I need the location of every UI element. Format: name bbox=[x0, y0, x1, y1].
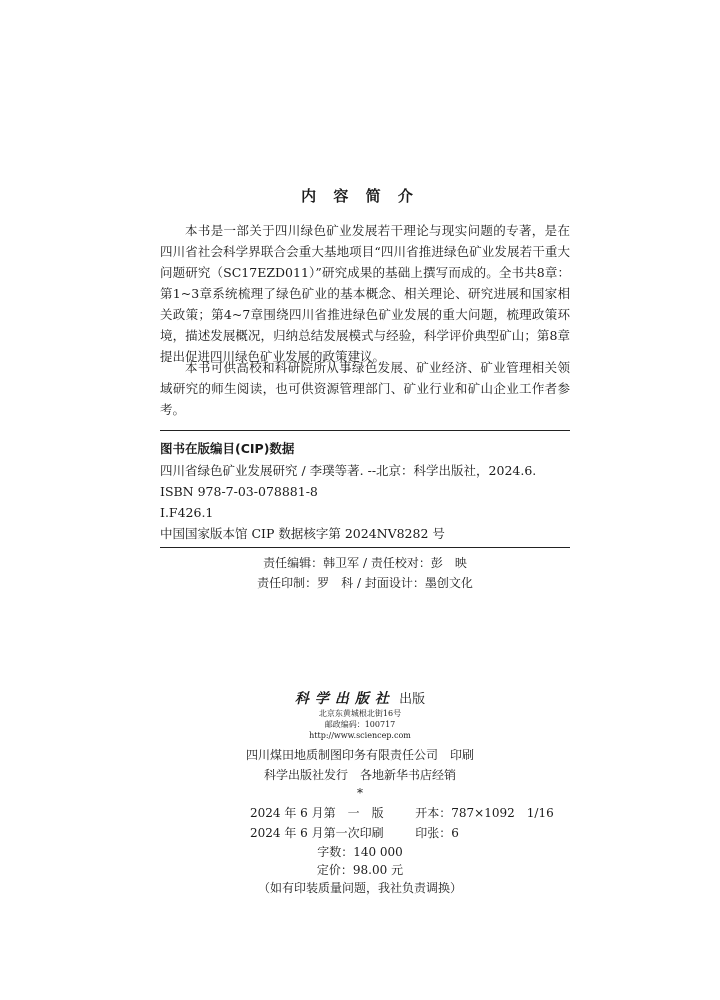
cip-line-isbn: ISBN 978-7-03-078881-8 bbox=[160, 484, 318, 499]
publisher-address: 北京东黄城根北街16号 bbox=[318, 709, 402, 718]
staff-line-2: 责任印制：罗 科 / 封面设计：墨创文化 bbox=[257, 576, 473, 590]
cip-line-class: Ⅰ.F426.1 bbox=[160, 505, 214, 520]
printer-line: 四川煤田地质制图印务有限责任公司 印刷 bbox=[245, 748, 474, 762]
summary-title: 内 容 简 介 bbox=[301, 187, 419, 205]
spec-note: （如有印装质量问题，我社负责调换） bbox=[257, 881, 462, 895]
spec-price: 定价：98.00 元 bbox=[316, 863, 404, 877]
publisher-logo: 科学出版社 bbox=[294, 691, 395, 707]
spec-format: 开本：787×1092 1/16 bbox=[415, 806, 554, 820]
cip-line-title: 四川省绿色矿业发展研究 / 李璞等著. --北京：科学出版社，2024.6. bbox=[160, 463, 537, 478]
staff-line-1: 责任编辑：韩卫军 / 责任校对：彭 映 bbox=[263, 556, 467, 570]
spec-printing: 2024 年 6 月第一次印刷 bbox=[250, 826, 384, 840]
spec-row-2 bbox=[250, 824, 570, 843]
spec-edition: 2024 年 6 月第 一 版 bbox=[250, 806, 384, 820]
publisher-suffix: 出版 bbox=[399, 692, 426, 707]
cip-line-number: 中国国家版本馆 CIP 数据核字第 2024NV8282 号 bbox=[160, 526, 445, 541]
publisher-line bbox=[0, 688, 720, 708]
spec-row-1 bbox=[250, 804, 570, 823]
summary-paragraph-2-text: 本书可供高校和科研院所从事绿色发展、矿业经济、矿业管理相关领域研究的师生阅读，也可供资源管理部门、矿业行业和矿山企业工作者参考。 bbox=[160, 360, 570, 417]
cip-heading: 图书在版编目(CIP)数据 bbox=[160, 441, 295, 456]
summary-paragraph-1-text: 本书是一部关于四川绿色矿业发展若干理论与现实问题的专著，是在四川省社会科学界联合会重大基地项目“四川省推进绿色矿业发展若干重大问题研究（SC17EZD011）”研究成果的基础上撰写而成的。全书共8章：第1~3章系统梳理了绿色矿业的基本概念、相关理论、研究进展和国家相关政策；第4~7章围绕四川省推进绿色矿业发展的重大问题，梳理政策环境，描述发展概况，归纳总结发展模式与经验，科学评价典型矿山；第8章提出促进四川绿色矿业发展的政策建议。 bbox=[160, 223, 570, 364]
summary-paragraph-1 bbox=[160, 220, 570, 367]
cip-bottom-rule bbox=[160, 547, 570, 548]
publisher-postcode: 邮政编码：100717 bbox=[324, 720, 396, 729]
distribution-line: 科学出版社发行 各地新华书店经销 bbox=[263, 768, 456, 782]
separator-star: * bbox=[357, 786, 363, 800]
spec-words: 字数：140 000 bbox=[317, 845, 403, 859]
publisher-url: http://www.sciencep.com bbox=[309, 731, 411, 740]
cip-top-rule bbox=[160, 430, 570, 431]
cip-block bbox=[160, 460, 570, 544]
summary-paragraph-2 bbox=[160, 357, 570, 420]
spec-sheets: 印张：6 bbox=[415, 826, 459, 840]
